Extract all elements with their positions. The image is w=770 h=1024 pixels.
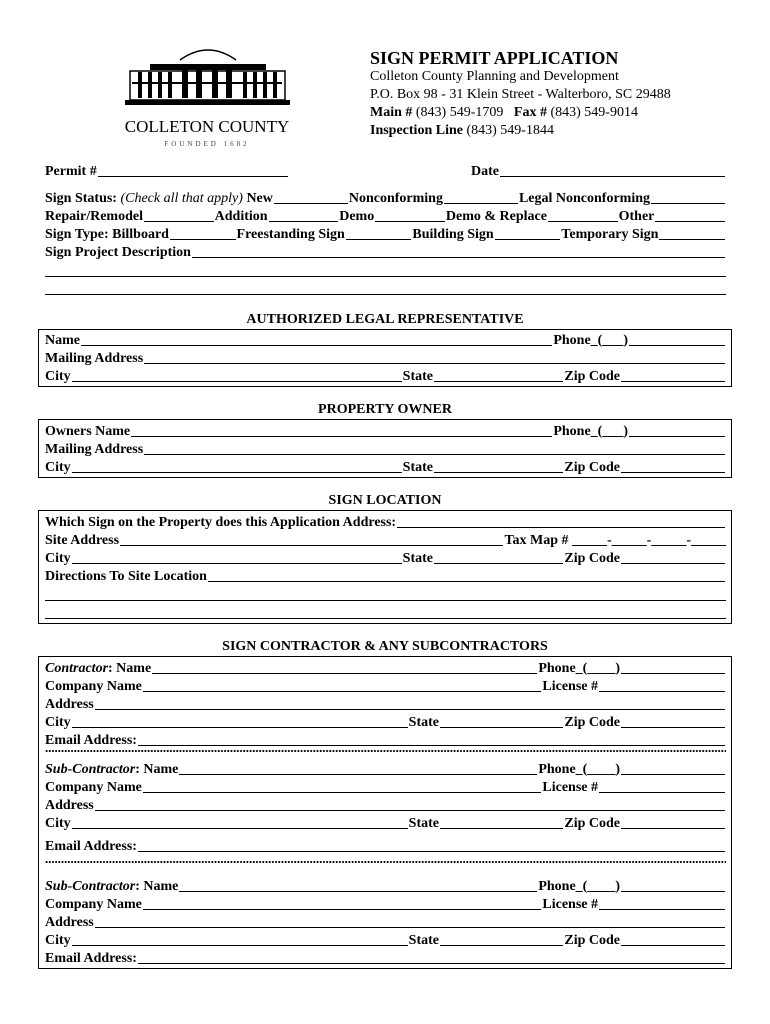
fax-phone: (843) 549-9014 bbox=[550, 105, 638, 120]
sub1-address-label: Address bbox=[45, 798, 94, 813]
contractors-heading: SIGN CONTRACTOR & ANY SUBCONTRACTORS bbox=[222, 639, 548, 654]
legal-nonconforming-label: Legal Nonconforming bbox=[518, 191, 651, 206]
sub1-city-field[interactable] bbox=[72, 828, 408, 829]
temporary-field[interactable] bbox=[659, 239, 725, 240]
sub1-email-row bbox=[45, 837, 726, 855]
owner-name-row bbox=[45, 422, 726, 440]
phone-line bbox=[370, 104, 638, 122]
contractor-city-field[interactable] bbox=[72, 727, 408, 728]
contractor-phone-label: Phone_(____) bbox=[538, 661, 620, 676]
separator-stars-2 bbox=[45, 860, 726, 864]
contractor-name-field[interactable] bbox=[152, 673, 537, 674]
location-heading: SIGN LOCATION bbox=[328, 493, 442, 508]
owner-name-label: Owners Name bbox=[45, 424, 131, 439]
demo-replace-label: Demo & Replace bbox=[445, 209, 547, 224]
page-title: SIGN PERMIT APPLICATION bbox=[370, 48, 619, 68]
sub2-phone-field[interactable] bbox=[621, 891, 725, 892]
contractor-email-row bbox=[45, 731, 726, 749]
site-address-label: Site Address bbox=[45, 533, 120, 548]
building-field[interactable] bbox=[495, 239, 561, 240]
svg-text:FOUNDED 1682: FOUNDED 1682 bbox=[164, 140, 250, 148]
location-city-row bbox=[45, 549, 726, 567]
contractor-state-label: State bbox=[408, 715, 439, 730]
date-field[interactable] bbox=[500, 176, 725, 177]
rep-mailing-field[interactable] bbox=[144, 363, 725, 364]
owner-heading: PROPERTY OWNER bbox=[318, 402, 452, 417]
sub2-address-field[interactable] bbox=[95, 927, 725, 928]
rep-mailing-row bbox=[45, 349, 726, 367]
new-label: New bbox=[246, 191, 273, 206]
description-row bbox=[45, 243, 726, 261]
directions-field[interactable] bbox=[208, 581, 725, 582]
sub1-address-row bbox=[45, 796, 726, 814]
rep-zip-field[interactable] bbox=[621, 381, 725, 382]
permit-date-row bbox=[45, 162, 726, 180]
sub2-phone-label: Phone_(____) bbox=[538, 879, 620, 894]
nonconforming-label: Nonconforming bbox=[348, 191, 443, 206]
sub1-company-label: Company Name bbox=[45, 780, 142, 795]
which-sign-label: Which Sign on the Property does this Application Address: bbox=[45, 515, 397, 530]
svg-text:COLLETON COUNTY: COLLETON COUNTY bbox=[124, 117, 290, 136]
sub1-company-field[interactable] bbox=[143, 792, 542, 793]
site-address-field[interactable] bbox=[120, 545, 503, 546]
sub1-license-label: License # bbox=[542, 780, 598, 795]
other-label: Other bbox=[618, 209, 655, 224]
legal-nonconforming-field[interactable] bbox=[651, 203, 725, 204]
permit-label: Permit # bbox=[45, 164, 97, 179]
freestanding-label: Freestanding Sign bbox=[236, 227, 345, 242]
inspection-phone: (843) 549-1844 bbox=[466, 123, 554, 138]
sub2-state-field[interactable] bbox=[440, 945, 563, 946]
rep-state-field[interactable] bbox=[434, 381, 563, 382]
freestanding-field[interactable] bbox=[346, 239, 412, 240]
main-label: Main # bbox=[370, 105, 413, 120]
contractor-company-label: Company Name bbox=[45, 679, 142, 694]
addition-label: Addition bbox=[214, 209, 268, 224]
sub1-city-row bbox=[45, 814, 726, 832]
date-label: Date bbox=[471, 164, 499, 179]
sub1-email-field[interactable] bbox=[138, 851, 725, 852]
sub1-state-field[interactable] bbox=[440, 828, 563, 829]
sign-status-label: Sign Status: bbox=[45, 191, 117, 206]
location-zip-label: Zip Code bbox=[564, 551, 620, 566]
owner-mailing-label: Mailing Address bbox=[45, 442, 144, 457]
contractor-phone-field[interactable] bbox=[621, 673, 725, 674]
billboard-label: Sign Type: Billboard bbox=[45, 227, 169, 242]
permit-field[interactable] bbox=[98, 176, 288, 177]
contractor-name-row bbox=[45, 659, 726, 677]
rep-state-label: State bbox=[402, 369, 433, 384]
rep-city-row bbox=[45, 367, 726, 385]
sign-status-row bbox=[45, 189, 726, 207]
sub2-address-row bbox=[45, 913, 726, 931]
contractor-address-row bbox=[45, 695, 726, 713]
location-city-field[interactable] bbox=[72, 563, 402, 564]
rep-heading: AUTHORIZED LEGAL REPRESENTATIVE bbox=[246, 312, 524, 327]
contractor-zip-field[interactable] bbox=[621, 727, 725, 728]
separator-stars-1 bbox=[45, 749, 726, 753]
sub1-label: Sub-Contractor bbox=[45, 762, 136, 777]
inspection-line bbox=[370, 122, 554, 140]
sub2-email-field[interactable] bbox=[138, 963, 725, 964]
contractor-name-label: : Name bbox=[108, 661, 152, 676]
owner-mailing-row bbox=[45, 440, 726, 458]
which-sign-row bbox=[45, 513, 726, 531]
other-field[interactable] bbox=[655, 221, 725, 222]
sub1-name-row bbox=[45, 760, 726, 778]
contractor-label: Contractor bbox=[45, 661, 109, 676]
owner-state-label: State bbox=[402, 460, 433, 475]
new-field[interactable] bbox=[274, 203, 348, 204]
sub1-name-label: : Name bbox=[135, 762, 179, 777]
sub1-zip-label: Zip Code bbox=[564, 816, 620, 831]
logo-text bbox=[125, 117, 289, 148]
sub2-city-field[interactable] bbox=[72, 945, 408, 946]
sub1-state-label: State bbox=[408, 816, 439, 831]
sub1-address-field[interactable] bbox=[95, 810, 725, 811]
sub1-name-field[interactable] bbox=[179, 774, 537, 775]
description-line-3[interactable] bbox=[45, 294, 726, 295]
owner-zip-label: Zip Code bbox=[564, 460, 620, 475]
sub1-phone-label: Phone_(____) bbox=[538, 762, 620, 777]
temporary-label: Temporary Sign bbox=[561, 227, 659, 242]
contractor-license-label: License # bbox=[542, 679, 598, 694]
fax-label: Fax # bbox=[513, 105, 547, 120]
contractor-address-field[interactable] bbox=[95, 709, 725, 710]
location-zip-field[interactable] bbox=[621, 563, 725, 564]
rep-name-row bbox=[45, 331, 726, 349]
owner-city-label: City bbox=[45, 460, 71, 475]
repair-field[interactable] bbox=[144, 221, 214, 222]
description-field[interactable] bbox=[192, 257, 725, 258]
sub2-name-label: : Name bbox=[135, 879, 179, 894]
directions-line-2[interactable] bbox=[45, 600, 726, 601]
sub2-name-field[interactable] bbox=[179, 891, 537, 892]
contractor-license-field[interactable] bbox=[599, 691, 725, 692]
rep-city-field[interactable] bbox=[72, 381, 402, 382]
rep-phone-field[interactable] bbox=[629, 345, 725, 346]
rep-name-label: Name bbox=[45, 333, 80, 348]
sub1-company-row bbox=[45, 778, 726, 796]
which-sign-field[interactable] bbox=[397, 527, 725, 528]
department-name: Colleton County Planning and Development bbox=[370, 69, 619, 84]
billboard-field[interactable] bbox=[170, 239, 236, 240]
demo-replace-field[interactable] bbox=[548, 221, 618, 222]
inspection-label: Inspection Line bbox=[370, 123, 463, 138]
rep-zip-label: Zip Code bbox=[564, 369, 620, 384]
main-phone: (843) 549-1709 bbox=[415, 105, 504, 120]
rep-city-label: City bbox=[45, 369, 71, 384]
sub1-email-label: Email Address: bbox=[45, 839, 137, 854]
contractor-zip-label: Zip Code bbox=[564, 715, 620, 730]
sub2-license-label: License # bbox=[542, 897, 598, 912]
owner-name-field[interactable] bbox=[131, 436, 552, 437]
contractor-city-label: City bbox=[45, 715, 71, 730]
contractor-city-row bbox=[45, 713, 726, 731]
addition-field[interactable] bbox=[269, 221, 339, 222]
owner-city-field[interactable] bbox=[72, 472, 402, 473]
sub2-label: Sub-Contractor bbox=[45, 879, 136, 894]
rep-mailing-label: Mailing Address bbox=[45, 351, 144, 366]
sub1-zip-field[interactable] bbox=[621, 828, 725, 829]
sub2-company-field[interactable] bbox=[143, 909, 542, 910]
sub2-zip-field[interactable] bbox=[621, 945, 725, 946]
sub2-city-row bbox=[45, 931, 726, 949]
courthouse-icon bbox=[120, 42, 295, 152]
location-state-label: State bbox=[402, 551, 433, 566]
sign-type-row bbox=[45, 225, 726, 243]
location-state-field[interactable] bbox=[434, 563, 563, 564]
contractor-company-row bbox=[45, 677, 726, 695]
contractor-company-field[interactable] bbox=[143, 691, 542, 692]
demo-label: Demo bbox=[339, 209, 375, 224]
check-note: (Check all that apply) bbox=[120, 191, 243, 206]
rep-phone-label: Phone_(___) bbox=[553, 333, 628, 348]
owner-city-row bbox=[45, 458, 726, 476]
directions-line-3[interactable] bbox=[45, 618, 726, 619]
owner-phone-field[interactable] bbox=[629, 436, 725, 437]
owner-zip-field[interactable] bbox=[621, 472, 725, 473]
sub1-city-label: City bbox=[45, 816, 71, 831]
sub1-phone-field[interactable] bbox=[621, 774, 725, 775]
contractor-state-field[interactable] bbox=[440, 727, 563, 728]
sub2-company-label: Company Name bbox=[45, 897, 142, 912]
directions-row bbox=[45, 567, 726, 585]
sub2-name-row bbox=[45, 877, 726, 895]
owner-mailing-field[interactable] bbox=[144, 454, 725, 455]
repair-row bbox=[45, 207, 726, 225]
building-label: Building Sign bbox=[412, 227, 494, 242]
contractor-email-field[interactable] bbox=[138, 745, 725, 746]
contractor-address-label: Address bbox=[45, 697, 94, 712]
sub2-company-row bbox=[45, 895, 726, 913]
demo-field[interactable] bbox=[375, 221, 445, 222]
sub2-zip-label: Zip Code bbox=[564, 933, 620, 948]
sub2-city-label: City bbox=[45, 933, 71, 948]
owner-phone-label: Phone_(___) bbox=[553, 424, 628, 439]
nonconforming-field[interactable] bbox=[444, 203, 518, 204]
contractor-email-label: Email Address: bbox=[45, 733, 137, 748]
description-label: Sign Project Description bbox=[45, 245, 191, 260]
site-address-row bbox=[45, 531, 726, 549]
sub2-email-label: Email Address: bbox=[45, 951, 137, 966]
sub2-address-label: Address bbox=[45, 915, 94, 930]
location-city-label: City bbox=[45, 551, 71, 566]
directions-label: Directions To Site Location bbox=[45, 569, 207, 584]
description-line-2[interactable] bbox=[45, 276, 726, 277]
department-address: P.O. Box 98 - 31 Klein Street - Walterboro, SC 29488 bbox=[370, 87, 671, 102]
sub2-license-field[interactable] bbox=[599, 909, 725, 910]
owner-state-field[interactable] bbox=[434, 472, 563, 473]
sub1-license-field[interactable] bbox=[599, 792, 725, 793]
sub2-state-label: State bbox=[408, 933, 439, 948]
county-logo bbox=[120, 42, 295, 152]
sub2-email-row bbox=[45, 949, 726, 967]
rep-name-field[interactable] bbox=[81, 345, 552, 346]
repair-label: Repair/Remodel bbox=[45, 209, 143, 224]
tax-map-label: Tax Map # _____-_____-_____-_____ bbox=[504, 533, 726, 548]
